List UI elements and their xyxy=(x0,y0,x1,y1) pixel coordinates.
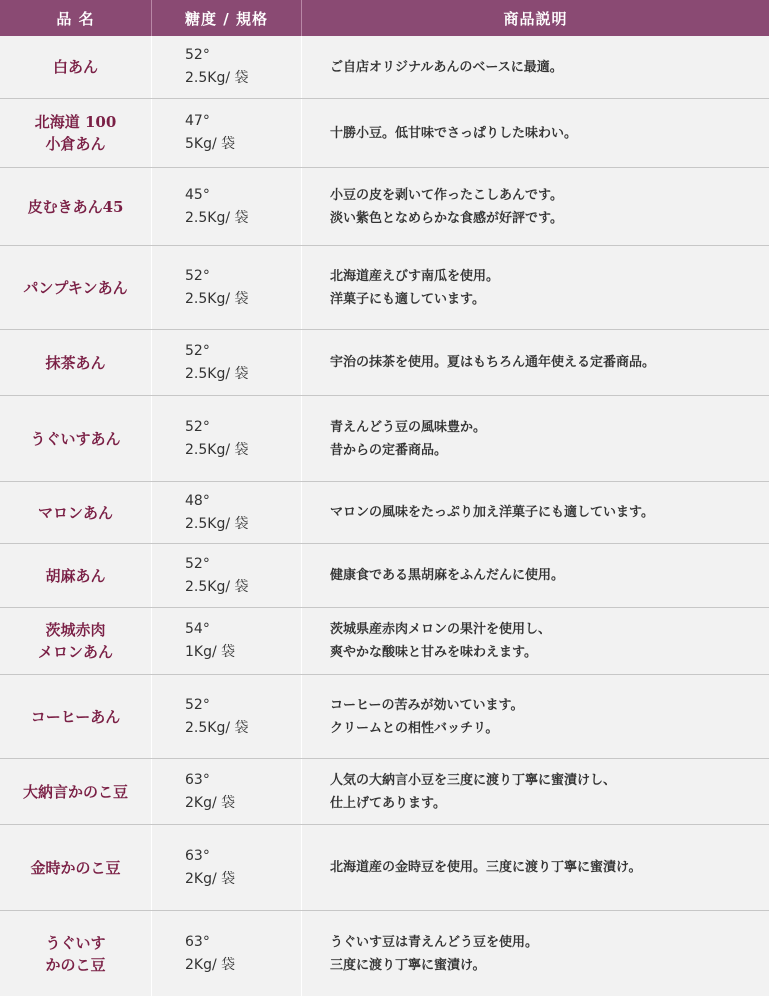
table-row xyxy=(0,759,769,825)
column-divider xyxy=(151,246,152,329)
description-line: 青えんどう豆の風味豊か。 xyxy=(330,419,487,435)
product-name-line: 白あん xyxy=(52,58,98,76)
column-divider xyxy=(151,608,152,674)
product-name-line: コーヒーあん xyxy=(30,707,121,726)
sugar-spec xyxy=(152,675,301,758)
product-name xyxy=(0,825,151,910)
description-line: ご自店オリジナルあんのベースに最適。 xyxy=(330,59,563,75)
product-name-line: 金時かのこ豆 xyxy=(30,858,121,877)
product-description xyxy=(302,330,769,395)
column-divider xyxy=(151,330,152,395)
column-divider xyxy=(151,759,152,824)
product-name xyxy=(0,36,151,98)
product-description xyxy=(302,608,769,674)
column-divider xyxy=(151,482,152,543)
sugar-content: 52° xyxy=(185,555,210,572)
column-divider xyxy=(151,825,152,910)
product-name-line: 抹茶あん xyxy=(45,353,106,372)
column-divider xyxy=(301,825,302,910)
table-row xyxy=(0,482,769,544)
table-row xyxy=(0,544,769,608)
table-row xyxy=(0,36,769,99)
column-divider xyxy=(301,608,302,674)
header-sugar-spec: 糖度 / 規格 xyxy=(185,9,268,28)
sugar-content: 52° xyxy=(185,267,210,284)
sugar-spec xyxy=(152,246,301,329)
description-line: 宇治の抹茶を使用。夏はもちろん通年使える定番商品。 xyxy=(330,355,656,370)
package-size: 2.5Kg/ 袋 xyxy=(185,290,249,307)
column-divider xyxy=(301,330,302,395)
sugar-content: 63° xyxy=(185,771,210,788)
description-line: うぐいす豆は青えんどう豆を使用。 xyxy=(330,934,539,950)
table-header xyxy=(0,0,769,36)
package-size: 2.5Kg/ 袋 xyxy=(185,515,249,532)
package-size: 2.5Kg/ 袋 xyxy=(185,578,249,595)
product-description xyxy=(302,99,769,167)
sugar-content: 52° xyxy=(185,696,210,713)
sugar-content: 52° xyxy=(185,342,210,359)
product-description xyxy=(302,825,769,910)
product-name xyxy=(0,911,151,996)
product-name xyxy=(0,396,151,481)
product-name-line: メロンあん xyxy=(37,643,113,661)
sugar-spec xyxy=(152,825,301,910)
column-divider xyxy=(301,544,302,607)
product-name xyxy=(0,99,151,167)
sugar-spec xyxy=(152,482,301,543)
column-divider xyxy=(301,482,302,543)
table-row xyxy=(0,825,769,911)
package-size: 2.5Kg/ 袋 xyxy=(185,441,249,458)
description-line: マロンの風味をたっぷり加え洋菓子にも適しています。 xyxy=(330,505,654,520)
sugar-spec xyxy=(152,168,301,245)
sugar-spec xyxy=(152,608,301,674)
product-name-line: うぐいすあん xyxy=(30,429,121,448)
header-product-name: 品 名 xyxy=(56,9,95,28)
description-line: 仕上げてあります。 xyxy=(330,795,446,811)
description-line: クリームとの相性バッチリ。 xyxy=(330,720,499,736)
column-divider xyxy=(301,911,302,996)
product-description xyxy=(302,246,769,329)
description-line: 北海道産えびす南瓜を使用。 xyxy=(330,268,500,284)
column-divider xyxy=(151,544,152,607)
description-line: 人気の大納言小豆を三度に渡り丁寧に蜜漬けし、 xyxy=(330,772,617,788)
product-name xyxy=(0,246,151,329)
product-name-line: 大納言かのこ豆 xyxy=(22,782,128,801)
sugar-content: 45° xyxy=(185,186,210,203)
package-size: 2.5Kg/ 袋 xyxy=(185,365,249,382)
column-divider xyxy=(301,396,302,481)
sugar-content: 47° xyxy=(185,113,210,129)
product-description xyxy=(302,759,769,824)
table-row xyxy=(0,330,769,396)
column-divider xyxy=(301,675,302,758)
sugar-content: 52° xyxy=(185,418,210,435)
table-row xyxy=(0,396,769,482)
column-divider xyxy=(151,911,152,996)
product-name-line: 皮むきあん45 xyxy=(27,197,124,216)
description-line: 健康食である黒胡麻をふんだんに使用。 xyxy=(330,568,565,583)
description-line: 昔からの定番商品。 xyxy=(330,442,448,458)
description-line: 小豆の皮を剥いて作ったこしあんです。 xyxy=(330,187,563,203)
table-row xyxy=(0,246,769,330)
package-size: 5Kg/ 袋 xyxy=(185,136,236,152)
package-size: 1Kg/ 袋 xyxy=(185,644,236,660)
table-row xyxy=(0,608,769,675)
description-line: 三度に渡り丁寧に蜜漬け。 xyxy=(330,957,486,973)
product-name-line: うぐいす xyxy=(45,933,106,952)
description-line: 茨城県産赤肉メロンの果汁を使用し、 xyxy=(330,622,552,637)
description-line: 淡い紫色となめらかな食感が好評です。 xyxy=(330,210,563,226)
sugar-spec xyxy=(152,396,301,481)
description-line: 十勝小豆。低甘味でさっぱりした味わい。 xyxy=(330,125,578,141)
product-name xyxy=(0,482,151,543)
table-row xyxy=(0,168,769,246)
sugar-content: 63° xyxy=(185,933,210,950)
sugar-spec xyxy=(152,330,301,395)
sugar-spec xyxy=(152,36,301,98)
product-name-line: 胡麻あん xyxy=(45,566,106,585)
column-divider xyxy=(301,36,302,98)
product-name-line: マロンあん xyxy=(37,503,113,522)
column-divider xyxy=(151,99,152,167)
package-size: 2.5Kg/ 袋 xyxy=(185,70,249,86)
product-name-line: 北海道 100 xyxy=(34,113,117,131)
column-divider xyxy=(301,246,302,329)
column-divider xyxy=(151,675,152,758)
sugar-content: 48° xyxy=(185,492,210,509)
sugar-content: 54° xyxy=(185,621,210,637)
table-row xyxy=(0,675,769,759)
column-divider xyxy=(301,168,302,245)
sugar-spec xyxy=(152,544,301,607)
table-body xyxy=(0,36,769,996)
product-name xyxy=(0,608,151,674)
product-name xyxy=(0,544,151,607)
header-description: 商品説明 xyxy=(503,9,568,28)
product-name-line: かのこ豆 xyxy=(45,955,106,974)
product-description xyxy=(302,36,769,98)
package-size: 2Kg/ 袋 xyxy=(185,870,236,887)
column-divider xyxy=(151,396,152,481)
product-description xyxy=(302,544,769,607)
sugar-content: 52° xyxy=(185,47,210,63)
table-row xyxy=(0,99,769,168)
description-line: 洋菓子にも適しています。 xyxy=(330,291,485,307)
sugar-content: 63° xyxy=(185,847,210,864)
sugar-spec xyxy=(152,759,301,824)
product-description xyxy=(302,675,769,758)
description-line: 爽やかな酸味と甘みを味わえます。 xyxy=(330,645,537,660)
package-size: 2.5Kg/ 袋 xyxy=(185,209,249,226)
product-name-line: 小倉あん xyxy=(45,135,106,153)
product-name xyxy=(0,675,151,758)
product-description xyxy=(302,482,769,543)
product-description xyxy=(302,168,769,245)
column-divider xyxy=(301,99,302,167)
package-size: 2.5Kg/ 袋 xyxy=(185,719,249,736)
product-name xyxy=(0,330,151,395)
package-size: 2Kg/ 袋 xyxy=(185,956,236,973)
product-description xyxy=(302,911,769,996)
description-line: 北海道産の金時豆を使用。三度に渡り丁寧に蜜漬け。 xyxy=(330,860,642,875)
column-divider xyxy=(151,36,152,98)
column-divider xyxy=(151,168,152,245)
product-name-line: パンプキンあん xyxy=(23,278,128,297)
sugar-spec xyxy=(152,99,301,167)
sugar-spec xyxy=(152,911,301,996)
table-row xyxy=(0,911,769,996)
product-description xyxy=(302,396,769,481)
product-name-line: 茨城赤肉 xyxy=(45,621,106,639)
column-divider xyxy=(301,759,302,824)
product-name xyxy=(0,759,151,824)
description-line: コーヒーの苦みが効いています。 xyxy=(330,697,524,713)
product-name xyxy=(0,168,151,245)
package-size: 2Kg/ 袋 xyxy=(185,794,236,811)
